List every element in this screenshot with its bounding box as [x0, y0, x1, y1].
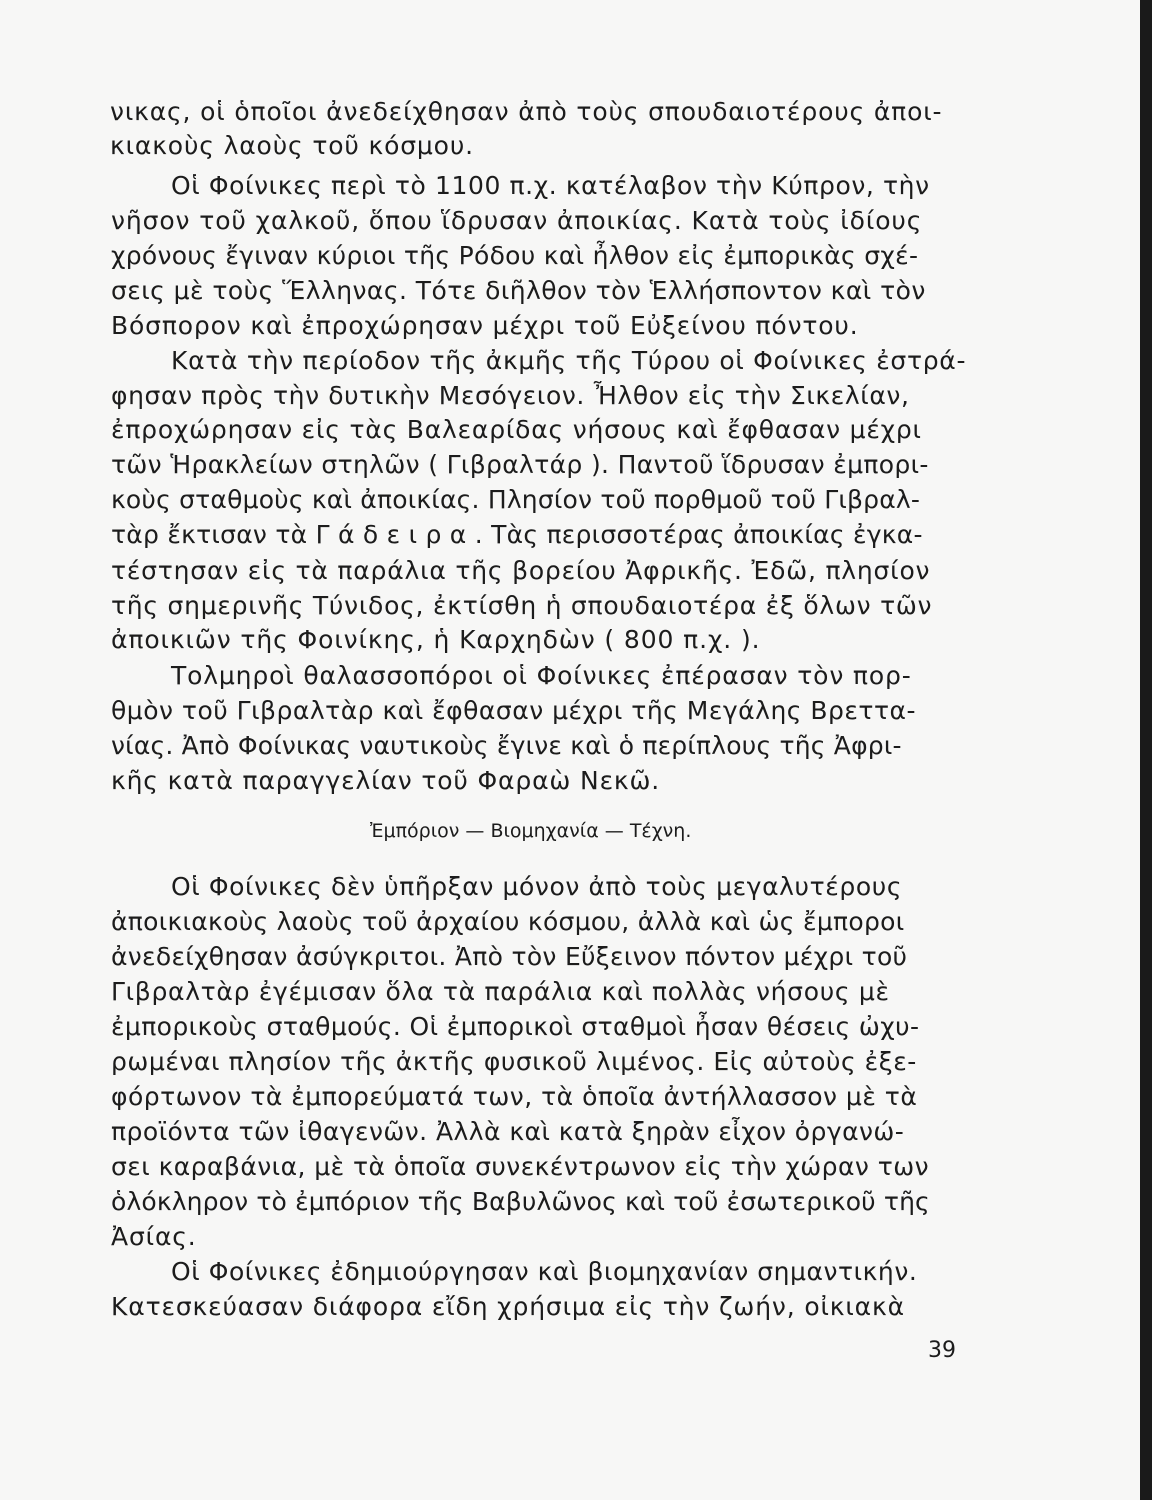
text-line: ἀνεδείχθησαν ἀσύγκριτοι. Ἀπὸ τὸν Εὔξεινον πόντον μέχρι τοῦ — [111, 942, 908, 971]
text-line: κῆς κατὰ παραγγελίαν τοῦ Φαραὼ Νεκῶ. — [111, 766, 661, 795]
text-line: νικας, οἱ ὁποῖοι ἀνεδείχθησαν ἀπὸ τοὺς σπουδαιοτέρους ἀποι- — [110, 97, 943, 126]
text-line: νῆσον τοῦ χαλκοῦ, ὅπου ἵδρυσαν ἀποικίας. Κατὰ τοὺς ἰδίους — [111, 206, 923, 235]
text-line: Οἱ Φοίνικες περὶ τὸ 1100 π.χ. κατέλαβον τὴν Κύπρον, τὴν — [171, 171, 930, 200]
text-line: τέστησαν εἰς τὰ παράλια τῆς βορείου Ἀφρικῆς. Ἐδῶ, πλησίον — [111, 556, 931, 585]
text-line: τῆς σημερινῆς Τύνιδος, ἐκτίσθη ἡ σπουδαιοτέρα ἐξ ὅλων τῶν — [111, 591, 933, 620]
text-line: Οἱ Φοίνικες ἐδημιούργησαν καὶ βιομηχανίαν σημαντικήν. — [171, 1257, 918, 1286]
text-line: Οἱ Φοίνικες δὲν ὑπῆρξαν μόνον ἀπὸ τοὺς μεγαλυτέρους — [171, 872, 903, 901]
page-number: 39 — [928, 1338, 956, 1363]
text-line: κοὺς σταθμοὺς καὶ ἀποικίας. Πλησίον τοῦ πορθμοῦ τοῦ Γιβραλ- — [111, 485, 921, 514]
text-line: φόρτωνον τὰ ἐμπορεύματά των, τὰ ὁποῖα ἀντήλλασσον μὲ τὰ — [111, 1082, 918, 1111]
text-line: Βόσπορον καὶ ἐπροχώρησαν μέχρι τοῦ Εὐξείνου πόντου. — [111, 311, 859, 340]
text-line: σει καραβάνια, μὲ τὰ ὁποῖα συνεκέντρωνον εἰς τὴν χώραν των — [111, 1152, 930, 1181]
text-line: ἀποικιῶν τῆς Φοινίκης, ἡ Καρχηδὼν ( 800 π.χ. ). — [111, 625, 761, 654]
text-line: προϊόντα τῶν ἰθαγενῶν. Ἀλλὰ καὶ κατὰ ξηρὰν εἶχον ὀργανώ- — [111, 1117, 905, 1146]
text-line: θμὸν τοῦ Γιβραλτὰρ καὶ ἔφθασαν μέχρι τῆς Μεγάλης Βρεττα- — [111, 696, 917, 725]
text-line: ρωμέναι πλησίον τῆς ἀκτῆς φυσικοῦ λιμένος. Εἰς αὐτοὺς ἐξε- — [111, 1047, 917, 1076]
text-line: χρόνους ἔγιναν κύριοι τῆς Ρόδου καὶ ἦλθον εἰς ἐμπορικὰς σχέ- — [111, 241, 919, 270]
text-line: τῶν Ἡρακλείων στηλῶν ( Γιβραλτάρ ). Παντοῦ ἵδρυσαν ἐμπορι- — [111, 450, 929, 479]
text-line: Τολμηροὶ θαλασσοπόροι οἱ Φοίνικες ἐπέρασαν τὸν πορ- — [171, 661, 912, 690]
scan-edge — [1140, 0, 1152, 1500]
text-line: Γιβραλτὰρ ἐγέμισαν ὅλα τὰ παράλια καὶ πολλὰς νήσους μὲ — [111, 977, 890, 1006]
text-line: Ἀσίας. — [111, 1222, 197, 1251]
text-line: φησαν πρὸς τὴν δυτικὴν Μεσόγειον. Ἦλθον εἰς τὴν Σικελίαν, — [111, 381, 910, 410]
section-heading: Ἐμπόριον — Βιομηχανία — Τέχνη. — [370, 820, 692, 842]
text-line: ὁλόκληρον τὸ ἐμπόριον τῆς Βαβυλῶνος καὶ τοῦ ἐσωτερικοῦ τῆς — [111, 1187, 930, 1216]
text-line: ἐπροχώρησαν εἰς τὰς Βαλεαρίδας νήσους καὶ ἔφθασαν μέχρι — [111, 415, 922, 444]
text-line: ἀποικιακοὺς λαοὺς τοῦ ἀρχαίου κόσμου, ἀλλὰ καὶ ὡς ἔμποροι — [111, 907, 905, 936]
text-line: σεις μὲ τοὺς Ἕλληνας. Τότε διῆλθον τὸν Ἑλλήσποντον καὶ τὸν — [111, 276, 926, 305]
text-line: τὰρ ἔκτισαν τὰ Γ ά δ ε ι ρ α . Τὰς περισσοτέρας ἀποικίας ἐγκα- — [111, 520, 923, 549]
text-line: Κατεσκεύασαν διάφορα εἴδη χρήσιμα εἰς τὴν ζωήν, οἰκιακὰ — [111, 1292, 905, 1321]
text-line: ἐμπορικοὺς σταθμούς. Οἱ ἐμπορικοὶ σταθμοὶ ἦσαν θέσεις ὠχυ- — [111, 1012, 920, 1041]
text-line: κιακοὺς λαοὺς τοῦ κόσμου. — [110, 131, 474, 160]
text-line: νίας. Ἀπὸ Φοίνικας ναυτικοὺς ἔγινε καὶ ὁ περίπλους τῆς Ἀφρι- — [111, 731, 902, 760]
text-line: Κατὰ τὴν περίοδον τῆς ἀκμῆς τῆς Τύρου οἱ Φοίνικες ἐστρά- — [171, 346, 967, 375]
